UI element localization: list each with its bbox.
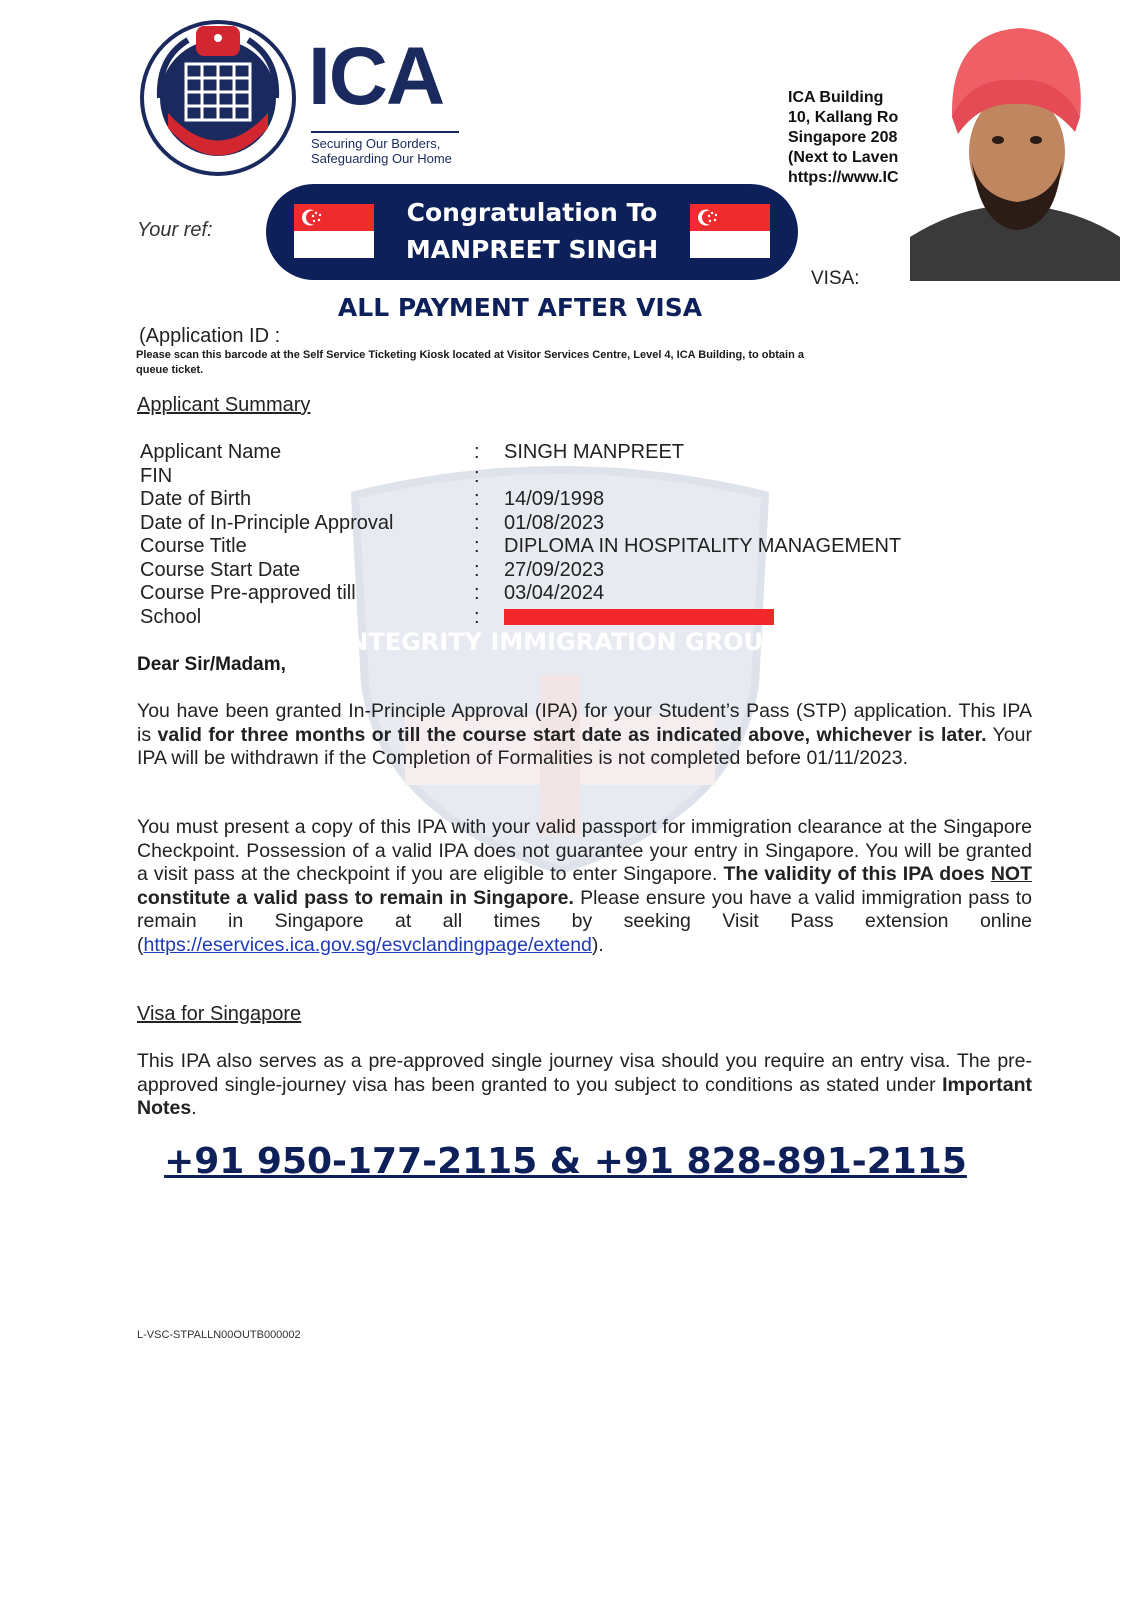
- visit-pass-extension-link[interactable]: https://eservices.ica.gov.sg/esvclandingpage/extend: [143, 933, 592, 956]
- address-line: ICA Building: [788, 89, 884, 106]
- applicant-summary-table: [140, 441, 901, 629]
- visa-section-heading: Visa for Singapore: [137, 1003, 302, 1025]
- your-ref-label: Your ref:: [137, 219, 213, 241]
- address-line: (Next to Laven: [788, 149, 899, 166]
- watermark-text: INTEGRITY IMMIGRATION GROUP: [339, 628, 781, 656]
- visa-paragraph: This IPA also serves as a pre-approved single journey visa should you require an entry visa. The pre-approved single-journey visa has been granted to you subject to conditions as stated under Important Notes.: [137, 1050, 1032, 1119]
- table-row: FIN :: [140, 464, 480, 487]
- table-row: Date of In-Principle Approval : 01/08/2023: [140, 511, 605, 534]
- table-row: Course Start Date : 27/09/2023: [140, 558, 605, 581]
- singapore-flag-icon: [690, 204, 770, 258]
- address-line: https://www.IC: [788, 169, 899, 186]
- visa-label: VISA:: [811, 268, 860, 289]
- applicant-summary-heading: Applicant Summary: [137, 394, 311, 416]
- school-redaction: [504, 609, 774, 625]
- table-row: Date of Birth : 14/09/1998: [140, 488, 605, 510]
- document-reference-code: L-VSC-STPALLN00OUTB000002: [137, 1329, 301, 1341]
- tagline-line2: Safeguarding Our Home: [311, 151, 452, 166]
- table-row: Applicant Name : SINGH MANPREET: [140, 441, 685, 463]
- ica-tagline: [311, 136, 452, 166]
- banner-line2: MANPREET SINGH: [405, 235, 659, 264]
- congratulation-banner: [266, 184, 798, 280]
- ica-address: [788, 88, 913, 188]
- salutation: Dear Sir/Madam,: [137, 654, 286, 675]
- application-id-label: (Application ID :: [139, 325, 281, 347]
- scan-instruction: Please scan this barcode at the Self Service Ticketing Kiosk located at Visitor Services Centre, Level 4, ICA Building, to obtain a queue ticket.: [136, 349, 804, 376]
- applicant-photo: [910, 22, 1120, 281]
- address-line: Singapore 208: [788, 129, 898, 146]
- address-line: 10, Kallang Ro: [788, 109, 899, 126]
- ica-wordmark: ICA: [308, 31, 444, 122]
- contact-phone-numbers[interactable]: +91 950-177-2115 & +91 828-891-2115: [164, 1141, 967, 1182]
- table-row: Course Pre-approved till : 03/04/2024: [140, 582, 605, 604]
- tagline-line1: Securing Our Borders,: [311, 136, 441, 151]
- checkpoint-paragraph: You must present a copy of this IPA with your valid passport for immigration clearance at the Singapore Checkpoint. Possession of a valid IPA does not guarantee your entry in Singapore. You will be granted a visit pass at the checkpoint if you are eligible to enter Singapore. The validity of this IPA does NOT constitute a valid pass to remain in Singapore. Please ensure you have a valid immigration pass to remain in Singapore at all times by seeking Visit Pass extension online (https://eservices.ica.gov.sg/esvclandingpage/extend).: [137, 816, 1032, 956]
- ica-seal-logo: [138, 18, 298, 178]
- table-row: Course Title : DIPLOMA IN HOSPITALITY MANAGEMENT: [140, 535, 902, 557]
- banner-line1: Congratulation To: [406, 198, 658, 227]
- table-row: School :: [140, 606, 901, 630]
- payment-notice: ALL PAYMENT AFTER VISA: [337, 293, 703, 322]
- ipa-paragraph: You have been granted In-Principle Approval (IPA) for your Student’s Pass (STP) application. This IPA is valid for three months or till the course start date as indicated above, whichever is later. Your IPA will be withdrawn if the Completion of Formalities is not completed before 01/11/2023.: [137, 700, 1032, 769]
